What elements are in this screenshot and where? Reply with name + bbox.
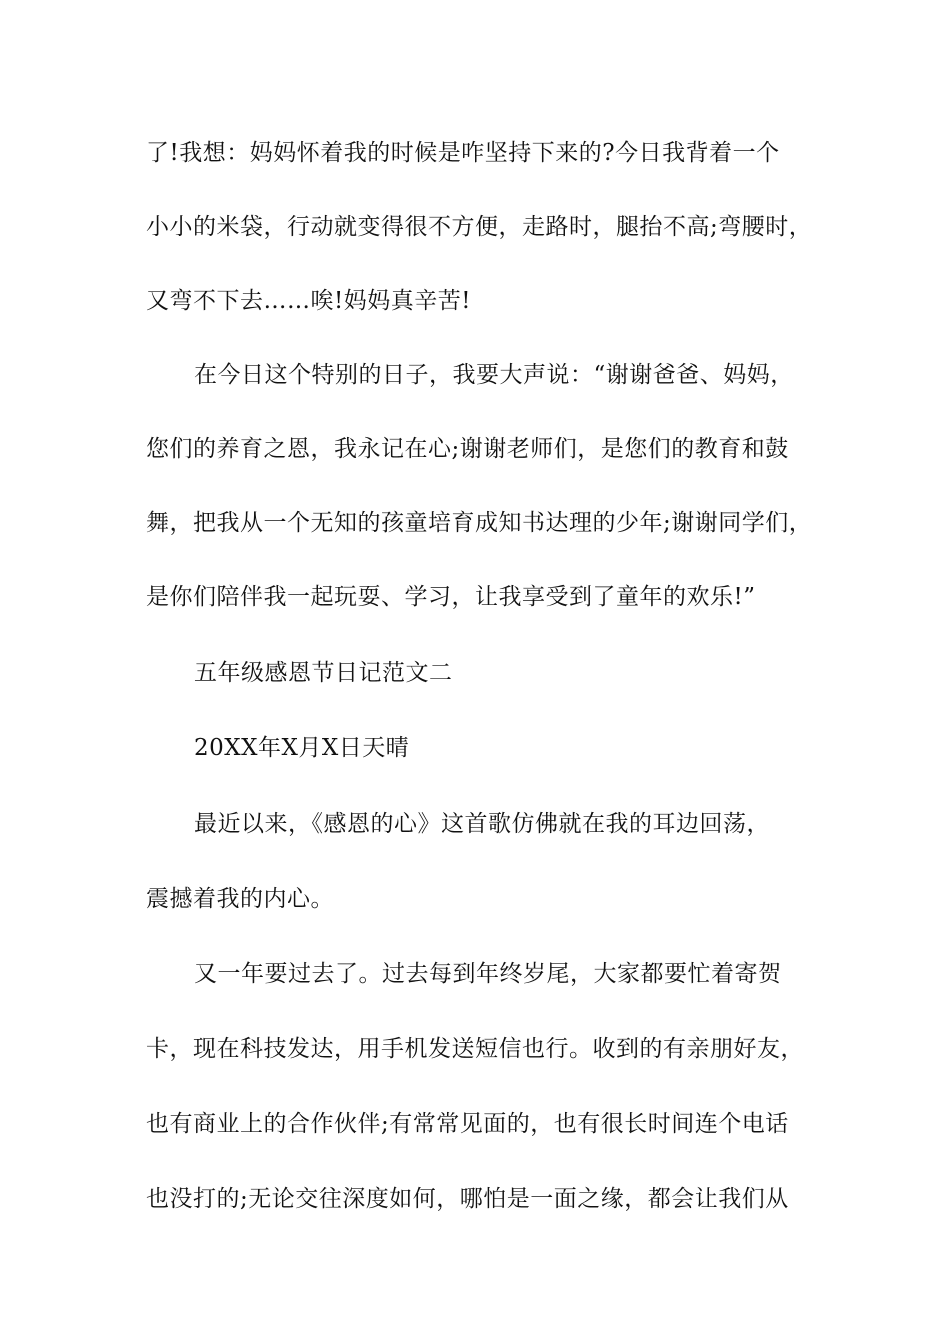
- section-heading: 五年级感恩节日记范文二: [194, 660, 453, 686]
- paragraph-line: 卡，现在科技发达，用手机发送短信也行。收到的有亲朋好友，: [146, 1036, 804, 1062]
- paragraph-line: 也有商业上的合作伙伴;有常常见面的，也有很长时间连个电话: [146, 1111, 789, 1137]
- paragraph-line: 最近以来，《感恩的心》这首歌仿佛就在我的耳边回荡，: [194, 811, 770, 837]
- paragraph-line: 了!我想：妈妈怀着我的时候是咋坚持下来的?今日我背着一个: [146, 140, 780, 166]
- paragraph-line: 您们的养育之恩，我永记在心;谢谢老师们，是您们的教育和鼓: [146, 436, 789, 462]
- paragraph-line: 是你们陪伴我一起玩耍、学习，让我享受到了童年的欢乐!”: [146, 584, 756, 610]
- paragraph-line: 又弯不下去……唉!妈妈真辛苦!: [146, 288, 471, 314]
- paragraph-line: 震撼着我的内心。: [146, 886, 334, 912]
- paragraph-line: 在今日这个特别的日子，我要大声说：“谢谢爸爸、妈妈，: [194, 362, 794, 388]
- paragraph-line: 舞，把我从一个无知的孩童培育成知书达理的少年;谢谢同学们，: [146, 510, 813, 536]
- diary-date: 20XX年X月X日天晴: [194, 735, 410, 761]
- paragraph-line: 又一年要过去了。过去每到年终岁尾，大家都要忙着寄贺: [194, 961, 782, 987]
- paragraph-line: 小小的米袋，行动就变得很不方便，走路时，腿抬不高;弯腰时，: [146, 214, 813, 240]
- paragraph-line: 也没打的;无论交往深度如何，哪怕是一面之缘，都会让我们从: [146, 1186, 789, 1212]
